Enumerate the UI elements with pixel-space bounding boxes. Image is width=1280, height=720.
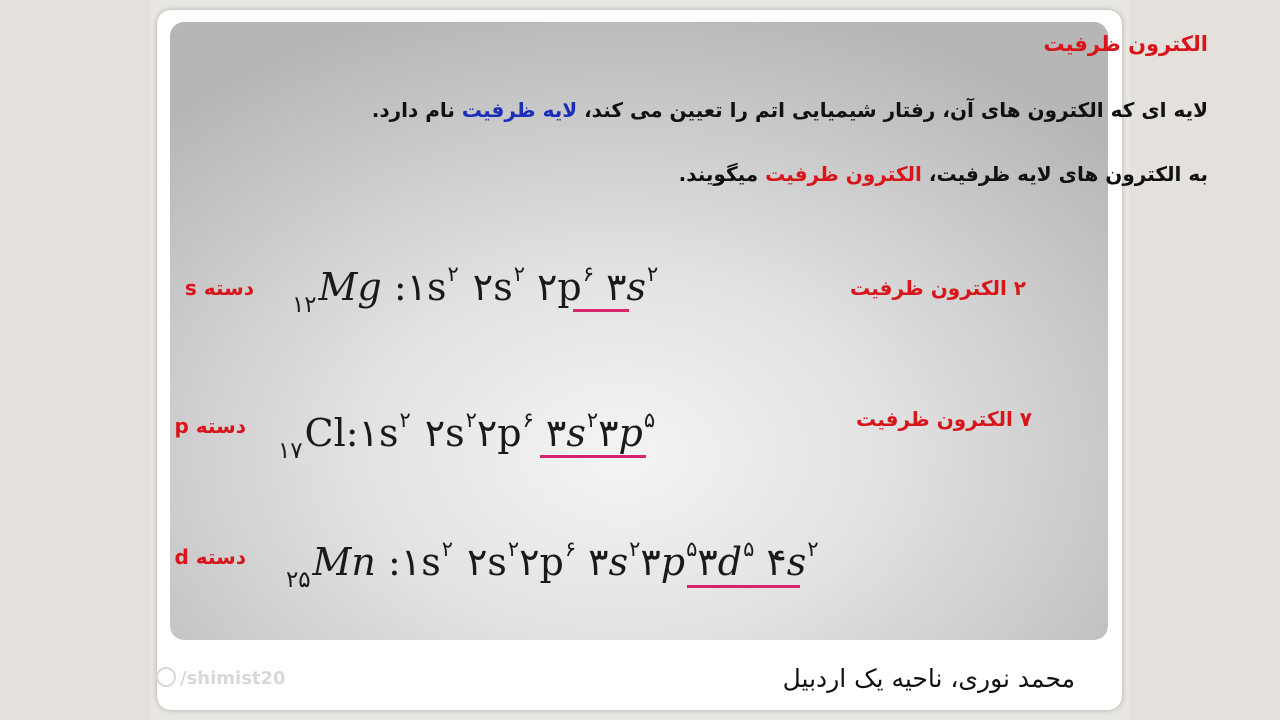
valence-underline (573, 309, 629, 312)
definition-line (372, 98, 1208, 122)
config-start: :۱s (393, 264, 447, 309)
mn-configuration: $_{۲۵}$Mn $:۱s^۲$ $۲s^۲۲p^۶$ $۳s^۲۳p^۵۳d^۵$ $۴s^۲$ (286, 537, 819, 594)
valence-count-mg: ۲ الکترون ظرفیت (850, 276, 1026, 300)
camera-icon (156, 667, 176, 687)
author-credit: محمد نوری، ناحیه یک اردبیل (782, 664, 1075, 693)
valence-highlight: الکترون ظرفیت (765, 162, 922, 186)
definition-highlight: لایه ظرفیت (461, 98, 578, 122)
watermark-handle: /shimist20 (180, 668, 286, 689)
slide-title: الکترون ظرفیت (1043, 32, 1208, 56)
group-label-d: دسته d (174, 545, 246, 569)
element-symbol: Cl (304, 410, 346, 455)
definition-text: لایه ای که الکترون های آن، رفتار شیمیایی اتم را تعیین می کند، (577, 98, 1208, 122)
config-start: :۱s (387, 539, 441, 584)
group-label-s: دسته s (184, 276, 254, 300)
definition-end: نام دارد. (371, 98, 462, 122)
watermark (156, 667, 286, 689)
left-margin (0, 0, 150, 720)
valence-electron-line (679, 162, 1208, 186)
valence-text: به الکترون های لایه ظرفیت، (921, 162, 1208, 186)
element-symbol: Mn (312, 539, 376, 584)
cl-configuration: $_{۱۷}Cl:۱s^۲$ $۲s^۲۲p^۶$ $۳s^۲۳p^۵$ (278, 408, 656, 465)
atomic-number: ۱۲ (292, 292, 317, 319)
group-label-p: دسته p (174, 414, 246, 438)
element-symbol: Mg (318, 264, 382, 309)
valence-underline (687, 585, 800, 588)
valence-end: میگویند. (678, 162, 766, 186)
valence-count-cl: ۷ الکترون ظرفیت (856, 407, 1032, 431)
config-start: :۱s (345, 410, 399, 455)
valence-underline (540, 455, 646, 458)
atomic-number: ۲۵ (286, 567, 311, 594)
atomic-number: ۱۷ (278, 438, 303, 465)
mg-configuration: $_{۱۲}$Mg $:۱s^۲$ $۲s^۲$ $۲p^۶$ $۳s^۲$ (292, 262, 659, 319)
